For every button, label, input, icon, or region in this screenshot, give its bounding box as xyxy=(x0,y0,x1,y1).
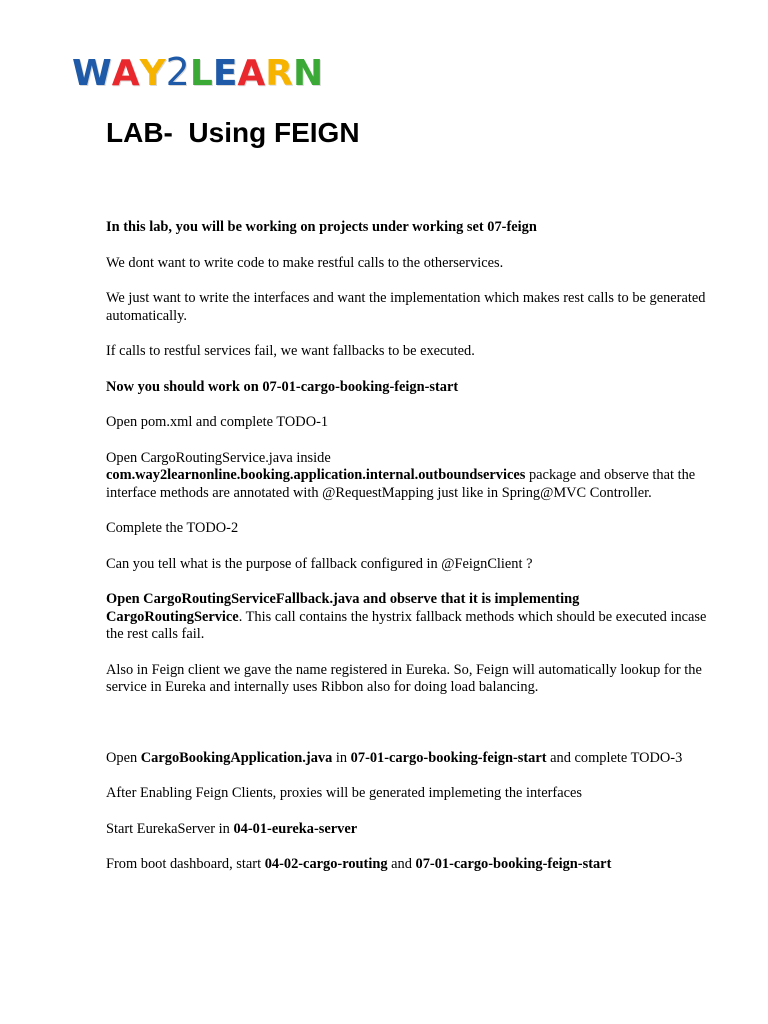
boot-dashboard-text: From boot dashboard, start xyxy=(106,856,265,872)
routing-service-package: com.way2learnonline.booking.application.internal.outboundservices xyxy=(106,467,526,483)
eureka-project: 04-01-eureka-server xyxy=(233,820,358,837)
logo-letter-w: W xyxy=(72,53,112,94)
logo-letter-l: L xyxy=(189,53,213,94)
paragraph-eureka-ribbon: Also in Feign client we gave the name registered in Eureka. So, Feign will automatically lookup for the service in Eureka and internally uses Ribbon also for doing load balancing. xyxy=(106,661,702,695)
intro-working-set xyxy=(106,219,716,237)
logo-letter-e: E xyxy=(212,53,238,94)
paragraph-fallback-question: Can you tell what is the purpose of fallback configured in @FeignClient ? xyxy=(106,555,533,572)
logo-letter-a2: A xyxy=(237,53,266,94)
logo-letter-r: R xyxy=(265,53,294,94)
fallback-class-desc: . This call contains the hystrix fallback methods which should be executed incase the rest calls fail. xyxy=(106,608,707,642)
fallback-class-bold: Open CargoRoutingServiceFallback.java and observe that it is implementing CargoRoutingService xyxy=(106,591,580,625)
paragraph-interfaces-only: We just want to write the interfaces and want the implementation which makes rest calls to be generated automatically. xyxy=(106,290,706,324)
page-title: LAB- Using FEIGN xyxy=(106,117,360,148)
logo-letter-n: N xyxy=(293,53,324,94)
logo-letter-a: A xyxy=(111,53,140,94)
logo-letter-y: Y xyxy=(139,53,166,94)
paragraph-no-restful-code: We dont want to write code to make restful calls to the otherservices. xyxy=(106,254,504,271)
paragraph-todo-2: Complete the TODO-2 xyxy=(106,520,239,536)
start-eureka-text: Start EurekaServer in xyxy=(106,820,234,837)
todo-3-in: in xyxy=(332,749,351,766)
todo-3-project: 07-01-cargo-booking-feign-start xyxy=(350,749,547,766)
logo-digit-2: 2 xyxy=(165,50,190,94)
intro-working-set-text: In this lab, you will be working on projects under working set 07-feign xyxy=(106,219,537,235)
paragraph-todo-3 xyxy=(106,750,716,768)
way2learn-logo xyxy=(72,50,323,94)
paragraph-work-on-project xyxy=(106,379,716,397)
paragraph-start-eureka xyxy=(106,821,716,839)
routing-service-observe: package and observe that the interface methods are annotated with @RequestMapping just like in Spring@MVC Controller. xyxy=(106,467,696,501)
paragraph-routing-service xyxy=(106,450,716,503)
cargo-routing-project: 04-02-cargo-routing xyxy=(264,856,388,872)
boot-dashboard-and: and xyxy=(387,856,416,872)
work-on-project-text: Now you should work on 07-01-cargo-booking-feign-start xyxy=(106,378,459,395)
paragraph-todo-1: Open pom.xml and complete TODO-1 xyxy=(106,414,329,430)
todo-3-complete: and complete TODO-3 xyxy=(546,749,683,766)
lab-instructions xyxy=(106,219,716,892)
cargo-booking-project: 07-01-cargo-booking-feign-start xyxy=(415,856,612,872)
paragraph-fallback-class xyxy=(106,591,716,644)
paragraph-fallbacks: If calls to restful services fail, we want fallbacks to be executed. xyxy=(106,343,475,359)
todo-3-class: CargoBookingApplication.java xyxy=(140,749,333,766)
routing-service-open: Open CargoRoutingService.java inside xyxy=(106,449,331,466)
todo-3-open: Open xyxy=(106,749,141,766)
paragraph-boot-dashboard xyxy=(106,856,716,874)
paragraph-proxies: After Enabling Feign Clients, proxies will be generated implemeting the interfaces xyxy=(106,785,582,801)
